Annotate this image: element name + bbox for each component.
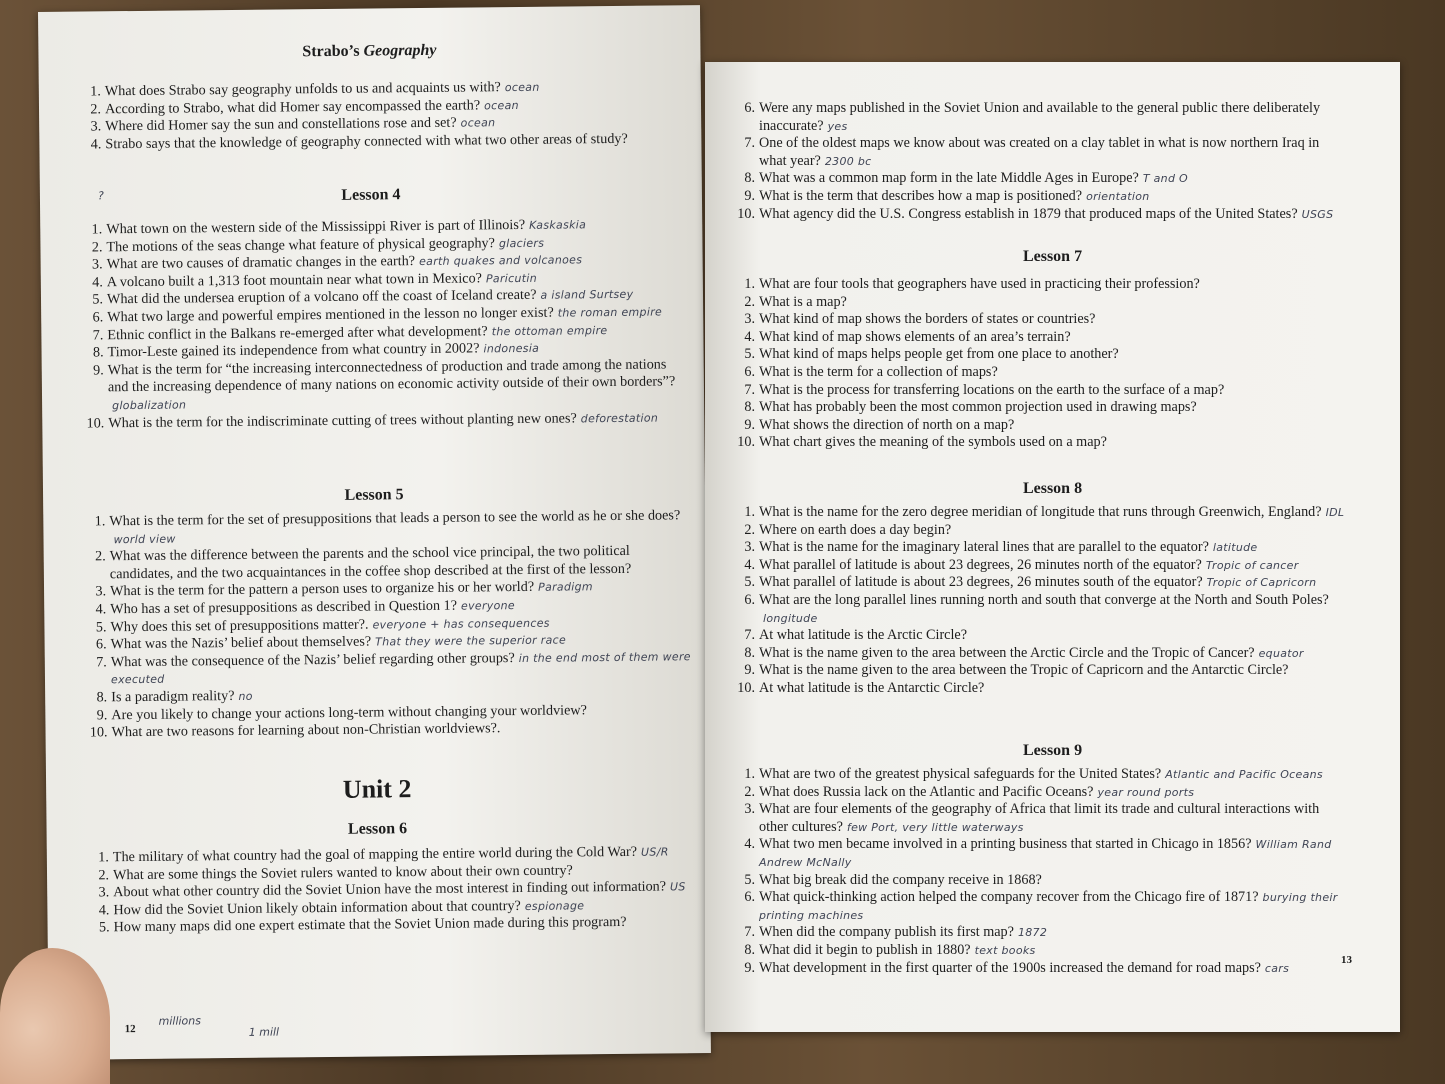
question-label: Who has a set of presuppositions as described in Question 1? bbox=[110, 597, 458, 618]
question-number: 7. bbox=[744, 924, 755, 941]
handwritten-answer: That they were the superior race bbox=[375, 633, 567, 649]
question-item bbox=[733, 627, 1350, 645]
lesson9-heading: Lesson 9 bbox=[1022, 742, 1083, 759]
question-label: Ethnic conflict in the Balkans re-emerged after what development? bbox=[107, 322, 488, 343]
handwritten-answer: William Rand Andrew McNally bbox=[759, 838, 1332, 869]
question-item bbox=[733, 276, 1350, 294]
question-number: 8. bbox=[744, 170, 755, 187]
question-item bbox=[733, 872, 1350, 890]
handwritten-answer: the ottoman empire bbox=[491, 323, 608, 338]
question-label: What are four tools that geographers have used in practicing their profession? bbox=[759, 276, 1200, 292]
question-item bbox=[733, 680, 1350, 698]
question-number: 2. bbox=[90, 100, 102, 118]
handwritten-answer: everyone bbox=[460, 599, 516, 613]
lesson4-questions bbox=[40, 215, 704, 433]
lesson8-heading: Lesson 8 bbox=[1022, 480, 1083, 497]
handwritten-answer: IDL bbox=[1325, 506, 1345, 519]
question-label: Is a paradigm reality? bbox=[111, 687, 235, 706]
handwritten-answer: 1872 bbox=[1017, 926, 1048, 940]
question-number: 4. bbox=[744, 556, 755, 573]
question-number: 1. bbox=[98, 849, 109, 866]
question-label: A volcano built a 1,313 foot mountain near what town in Mexico? bbox=[106, 270, 483, 291]
left-page bbox=[38, 5, 711, 1060]
question-item bbox=[733, 557, 1350, 575]
question-number: 8. bbox=[744, 644, 755, 661]
question-number: 1. bbox=[744, 504, 755, 520]
handwritten-answer: US/R bbox=[640, 845, 669, 859]
question-number: 1. bbox=[94, 513, 106, 530]
lesson9-questions bbox=[705, 766, 1400, 977]
question-number: 9. bbox=[96, 706, 108, 723]
handwritten-answer: earth quakes and volcanoes bbox=[419, 253, 583, 269]
question-number: 4. bbox=[744, 836, 755, 853]
question-text bbox=[759, 364, 1350, 382]
question-label: What is the process for transferring locations on the earth to the surface of a map? bbox=[759, 381, 1225, 398]
question-number: 1. bbox=[744, 276, 755, 292]
question-label: Where on earth does a day begin? bbox=[759, 521, 952, 538]
handwritten-answer: orientation bbox=[1086, 189, 1150, 203]
right-page bbox=[705, 62, 1400, 1032]
question-text bbox=[759, 522, 1350, 540]
hand-holding-book bbox=[0, 948, 110, 1084]
handwritten-answer: USGS bbox=[1301, 207, 1334, 221]
question-label: How many maps did one expert estimate that the Soviet Union made during this program? bbox=[113, 914, 627, 936]
question-number: 7. bbox=[96, 654, 107, 671]
question-item bbox=[733, 170, 1350, 188]
question-number: 5. bbox=[744, 346, 755, 363]
lesson6-heading: Lesson 6 bbox=[347, 820, 408, 838]
handwritten-answer: T and O bbox=[1142, 172, 1188, 186]
question-label: What does Russia lack on the Atlantic and Pacific Oceans? bbox=[759, 783, 1094, 800]
question-number: 3. bbox=[744, 539, 755, 556]
question-number: 1. bbox=[91, 221, 103, 238]
question-text bbox=[759, 592, 1350, 627]
question-label: What was a common map form in the late Middle Ages in Europe? bbox=[759, 170, 1139, 187]
question-number: 6. bbox=[744, 100, 755, 116]
question-number: 2. bbox=[94, 548, 106, 565]
question-number: 8. bbox=[92, 344, 104, 361]
question-text bbox=[759, 680, 1350, 698]
question-number: 1. bbox=[90, 83, 101, 100]
question-label: At what latitude is the Arctic Circle? bbox=[759, 627, 968, 644]
handwritten-answer: indonesia bbox=[483, 341, 540, 356]
lesson7-questions bbox=[705, 276, 1400, 452]
question-label: According to Strabo, what did Homer say encompassed the earth? bbox=[104, 96, 481, 117]
question-text bbox=[759, 627, 1350, 645]
question-item bbox=[733, 801, 1350, 836]
question-number: 7. bbox=[744, 627, 755, 644]
question-label: Why does this set of presuppositions matter?. bbox=[110, 616, 369, 635]
handwritten-answer: in the end most of them were executed bbox=[110, 649, 691, 687]
question-text bbox=[759, 836, 1350, 871]
question-text bbox=[759, 504, 1350, 522]
question-text bbox=[759, 311, 1350, 329]
question-number: 8. bbox=[744, 941, 755, 958]
question-number: 5. bbox=[744, 574, 755, 591]
question-text bbox=[759, 645, 1350, 663]
question-number: 1. bbox=[744, 766, 755, 782]
question-label: What is the term for the set of presuppositions that leads a person to see the world as he or she does? bbox=[109, 507, 681, 530]
question-number: 3. bbox=[95, 583, 107, 600]
lesson7-heading: Lesson 7 bbox=[1022, 248, 1083, 265]
question-number: 2. bbox=[98, 866, 110, 884]
question-label: At what latitude is the Antarctic Circle? bbox=[759, 679, 985, 696]
handwritten-answer: world view bbox=[113, 532, 176, 546]
question-text bbox=[759, 100, 1350, 135]
question-number: 3. bbox=[90, 118, 102, 135]
question-label: What kind of maps helps people get from one place to another? bbox=[759, 346, 1119, 363]
lesson5-heading: Lesson 5 bbox=[344, 486, 404, 504]
question-number: 6. bbox=[95, 636, 107, 653]
question-label: Strabo says that the knowledge of geography connected with what two other areas of study? bbox=[105, 130, 628, 153]
question-item bbox=[733, 539, 1350, 557]
question-label: What are the long parallel lines running north and south that converge at the North and South Poles? bbox=[759, 591, 1329, 608]
lesson5-questions bbox=[43, 507, 707, 743]
question-item bbox=[733, 382, 1350, 400]
question-number: 2. bbox=[744, 293, 755, 310]
question-item bbox=[733, 364, 1350, 382]
question-text bbox=[759, 399, 1350, 417]
question-item bbox=[733, 417, 1350, 435]
question-label: What did it begin to publish in 1880? bbox=[759, 941, 971, 958]
question-number: 4. bbox=[92, 274, 103, 291]
question-label: What parallel of latitude is about 23 degrees, 26 minutes south of the equator? bbox=[759, 574, 1203, 591]
question-text bbox=[108, 356, 691, 415]
question-number: 7. bbox=[744, 381, 755, 398]
handwritten-answer: Atlantic and Pacific Oceans bbox=[1165, 768, 1323, 781]
handwritten-answer: latitude bbox=[1212, 541, 1258, 555]
question-text bbox=[759, 784, 1350, 802]
question-label: What is the name given to the area between the Arctic Circle and the Tropic of Cancer? bbox=[759, 644, 1255, 661]
question-number: 8. bbox=[744, 399, 755, 416]
handwritten-answer: Tropic of Capricorn bbox=[1206, 576, 1317, 590]
handwritten-answer: few Port, very little waterways bbox=[846, 820, 1024, 834]
question-label: What are two of the greatest physical safeguards for the United States? bbox=[759, 766, 1162, 782]
question-number: 10. bbox=[737, 679, 755, 696]
question-label: What quick-thinking action helped the company recover from the Chicago fire of 1871? bbox=[759, 889, 1259, 906]
handwritten-answer: cars bbox=[1264, 961, 1290, 975]
bottom-note-mill: 1 mill bbox=[248, 1025, 280, 1039]
question-number: 3. bbox=[91, 256, 103, 273]
question-item bbox=[733, 294, 1350, 312]
handwritten-answer: Paradigm bbox=[538, 580, 593, 595]
question-label: What two large and powerful empires mentioned in the lesson no longer exist? bbox=[107, 304, 554, 326]
question-text bbox=[759, 434, 1350, 452]
handwritten-answer: glaciers bbox=[498, 236, 545, 250]
question-number: 6. bbox=[744, 591, 755, 608]
question-text bbox=[759, 574, 1350, 592]
handwritten-answer: espionage bbox=[524, 899, 585, 913]
lesson8-questions bbox=[705, 504, 1400, 698]
strabo-questions bbox=[39, 77, 702, 154]
question-text bbox=[759, 889, 1350, 924]
question-label: What is the name for the imaginary lateral lines that are parallel to the equator? bbox=[759, 539, 1209, 556]
question-number: 6. bbox=[744, 889, 755, 906]
question-label: Are you likely to change your actions long-term without changing your worldview? bbox=[111, 701, 587, 723]
question-label: What chart gives the meaning of the symbols used on a map? bbox=[759, 434, 1107, 451]
question-label: What town on the western side of the Mississippi River is part of Illinois? bbox=[106, 216, 526, 238]
question-number: 10. bbox=[737, 205, 755, 222]
question-text bbox=[759, 346, 1350, 364]
question-item bbox=[733, 784, 1350, 802]
handwritten-answer: equator bbox=[1258, 646, 1304, 660]
question-label: What is the term for the indiscriminate cutting of trees without planting new ones? bbox=[108, 409, 577, 431]
question-label: About what other country did the Soviet Union have the most interest in finding out information? bbox=[113, 878, 667, 901]
handwritten-answer: the roman empire bbox=[557, 305, 663, 320]
question-text bbox=[759, 539, 1350, 557]
question-item bbox=[733, 311, 1350, 329]
question-text bbox=[759, 417, 1350, 435]
question-item bbox=[733, 188, 1350, 206]
question-label: What shows the direction of north on a map? bbox=[759, 416, 1015, 433]
handwritten-answer: globalization bbox=[112, 398, 187, 413]
handwritten-answer: ocean bbox=[460, 116, 496, 130]
handwritten-answer: deforestation bbox=[580, 411, 659, 425]
question-number: 5. bbox=[744, 871, 755, 888]
question-number: 9. bbox=[744, 959, 755, 976]
question-label: What does Strabo say geography unfolds to us and acquaints us with? bbox=[104, 79, 501, 100]
question-item bbox=[733, 522, 1350, 540]
question-label: Where did Homer say the sun and constellations rose and set? bbox=[105, 114, 457, 135]
question-number: 10. bbox=[86, 414, 105, 432]
question-text bbox=[759, 801, 1350, 836]
question-number: 3. bbox=[744, 801, 755, 818]
question-label: What are four elements of the geography of Africa that limit its trade and cultural interactions with other cultures? bbox=[759, 801, 1320, 835]
question-label: The military of what country had the goal of mapping the entire world during the Cold War? bbox=[112, 843, 638, 866]
question-item bbox=[733, 924, 1350, 942]
handwritten-answer: US bbox=[669, 880, 686, 894]
handwritten-answer: ocean bbox=[484, 98, 519, 112]
question-text bbox=[759, 170, 1350, 188]
question-number: 8. bbox=[96, 689, 108, 706]
question-number: 4. bbox=[744, 328, 755, 345]
question-text bbox=[759, 382, 1350, 400]
question-item bbox=[733, 766, 1350, 784]
question-number: 9. bbox=[744, 187, 755, 204]
question-item bbox=[733, 662, 1350, 680]
question-label: What are two reasons for learning about non-Christian worldviews?. bbox=[111, 720, 501, 741]
question-number: 3. bbox=[98, 884, 110, 901]
handwritten-answer: 2300 bc bbox=[824, 154, 872, 168]
question-number: 9. bbox=[744, 416, 755, 433]
question-text bbox=[759, 557, 1350, 575]
question-text bbox=[759, 329, 1350, 347]
question-text bbox=[759, 294, 1350, 312]
handwritten-answer: yes bbox=[827, 119, 848, 133]
handwritten-answer: burying their printing machines bbox=[759, 891, 1338, 922]
page-number-right: 13 bbox=[1341, 954, 1352, 966]
question-label: What big break did the company receive in 1868? bbox=[759, 871, 1042, 888]
question-label: What are two causes of dramatic changes in the earth? bbox=[106, 253, 416, 273]
question-item bbox=[733, 206, 1350, 224]
question-text bbox=[759, 662, 1350, 680]
question-label: What is the name for the zero degree meridian of longitude that runs through Greenwich, England? bbox=[759, 504, 1322, 520]
question-text bbox=[111, 648, 693, 689]
question-text bbox=[759, 766, 1350, 784]
question-label: What kind of map shows elements of an area’s terrain? bbox=[759, 328, 1071, 345]
question-item bbox=[733, 504, 1350, 522]
handwritten-answer: a island Surtsey bbox=[540, 288, 634, 303]
question-label: What has probably been the most common projection used in drawing maps? bbox=[759, 399, 1197, 416]
handwritten-answer: Tropic of cancer bbox=[1205, 558, 1299, 572]
question-item bbox=[733, 960, 1350, 978]
question-label: What is the name given to the area between the Tropic of Capricorn and the Antarctic Circle? bbox=[759, 662, 1289, 679]
question-number: 5. bbox=[98, 919, 110, 936]
question-label: What kind of map shows the borders of states or countries? bbox=[759, 311, 1096, 328]
question-label: What is a map? bbox=[759, 293, 847, 310]
question-number: 2. bbox=[744, 783, 755, 800]
question-number: 3. bbox=[744, 311, 755, 328]
question-text bbox=[759, 924, 1350, 942]
question-label: What is the term for “the increasing interconnectedness of production and trade among the nations and the increasing dependence of many nations on economic activity outside of their own borders”? bbox=[107, 356, 676, 396]
handwritten-answer: year round ports bbox=[1097, 785, 1195, 799]
question-number: 7. bbox=[92, 326, 104, 344]
question-number: 10. bbox=[89, 724, 108, 741]
question-item bbox=[733, 346, 1350, 364]
question-label: The motions of the seas change what feature of physical geography? bbox=[106, 234, 495, 255]
question-label: What two men became involved in a printing business that started in Chicago in 1856? bbox=[759, 836, 1252, 853]
handwritten-answer: Kaskaskia bbox=[529, 218, 587, 232]
question-text bbox=[759, 960, 1350, 978]
question-label: What is the term that describes how a map is positioned? bbox=[759, 187, 1083, 204]
question-text bbox=[759, 188, 1350, 206]
question-item bbox=[733, 889, 1350, 924]
question-number: 5. bbox=[92, 291, 104, 308]
question-number: 9. bbox=[93, 362, 104, 379]
question-text bbox=[759, 135, 1350, 170]
question-item bbox=[733, 645, 1350, 663]
question-item bbox=[733, 434, 1350, 452]
question-label: What is the term for the pattern a person uses to organize his or her world? bbox=[109, 579, 535, 600]
question-text bbox=[109, 507, 691, 548]
question-label: What are some things the Soviet rulers wanted to know about their own country? bbox=[112, 862, 573, 883]
question-number: 10. bbox=[737, 434, 755, 451]
question-number: 2. bbox=[91, 238, 103, 256]
question-label: What is the term for a collection of maps? bbox=[759, 363, 998, 380]
question-text bbox=[759, 942, 1350, 960]
bottom-note-millions: millions bbox=[158, 1014, 202, 1028]
question-label: What parallel of latitude is about 23 degrees, 26 minutes north of the equator? bbox=[759, 556, 1202, 573]
question-label: What was the Nazis’ belief about themselves? bbox=[110, 633, 372, 653]
question-number: 4. bbox=[98, 902, 110, 919]
question-number: 4. bbox=[90, 136, 102, 153]
handwritten-answer: no bbox=[238, 689, 253, 703]
question-text bbox=[110, 542, 692, 583]
question-label: Timor-Leste gained its independence from what country in 2002? bbox=[107, 340, 480, 361]
unit-heading: Unit 2 bbox=[342, 774, 412, 804]
strabo-heading: Strabo’s Geography bbox=[302, 41, 437, 61]
handwritten-answer: ocean bbox=[504, 80, 540, 95]
handwritten-answer: Paricutin bbox=[485, 271, 538, 286]
question-number: 2. bbox=[744, 521, 755, 538]
question-item bbox=[733, 836, 1350, 871]
question-item bbox=[733, 399, 1350, 417]
question-item bbox=[733, 574, 1350, 592]
question-item bbox=[733, 100, 1350, 135]
question-number: 5. bbox=[95, 618, 107, 635]
lesson6-questions bbox=[47, 843, 710, 938]
strabo-margin-note: ? bbox=[97, 189, 104, 203]
handwritten-answer: text books bbox=[974, 943, 1036, 957]
question-number: 6. bbox=[92, 309, 104, 326]
lesson4-heading: Lesson 4 bbox=[341, 186, 401, 204]
question-label: What agency did the U.S. Congress establish in 1879 that produced maps of the United States? bbox=[759, 205, 1298, 222]
question-number: 6. bbox=[744, 363, 755, 380]
question-label: What development in the first quarter of the 1900s increased the demand for road maps? bbox=[759, 959, 1261, 976]
question-text bbox=[759, 206, 1350, 224]
question-label: What was the difference between the parents and the school vice principal, the two political candidates, and the two acquaintances in the coffee shop described at the first of the lesson? bbox=[109, 543, 632, 583]
question-label: Were any maps published in the Soviet Union and available to the general public there deliberately inaccurate? bbox=[759, 100, 1321, 134]
question-number: 7. bbox=[744, 135, 755, 152]
lesson6-continued-questions bbox=[705, 100, 1400, 223]
question-number: 4. bbox=[95, 601, 107, 618]
question-label: One of the oldest maps we know about was created on a clay tablet in what is now northern Iraq in what year? bbox=[759, 135, 1320, 169]
question-item bbox=[733, 135, 1350, 170]
handwritten-answer: everyone + has consequences bbox=[372, 616, 550, 632]
handwritten-answer: longitude bbox=[763, 611, 818, 625]
question-label: How did the Soviet Union likely obtain information about that country? bbox=[113, 897, 521, 919]
page-number-left: 12 bbox=[124, 1023, 136, 1036]
question-label: When did the company publish its first map? bbox=[759, 924, 1014, 941]
question-item bbox=[82, 356, 691, 415]
question-number: 9. bbox=[744, 662, 755, 679]
question-text bbox=[759, 872, 1350, 890]
question-label: What did the undersea eruption of a volcano off the coast of Iceland create? bbox=[106, 287, 537, 308]
question-text bbox=[759, 276, 1350, 294]
question-item bbox=[733, 329, 1350, 347]
question-item bbox=[733, 942, 1350, 960]
question-item bbox=[733, 592, 1350, 627]
question-label: What was the consequence of the Nazis’ belief regarding other groups? bbox=[110, 649, 515, 671]
